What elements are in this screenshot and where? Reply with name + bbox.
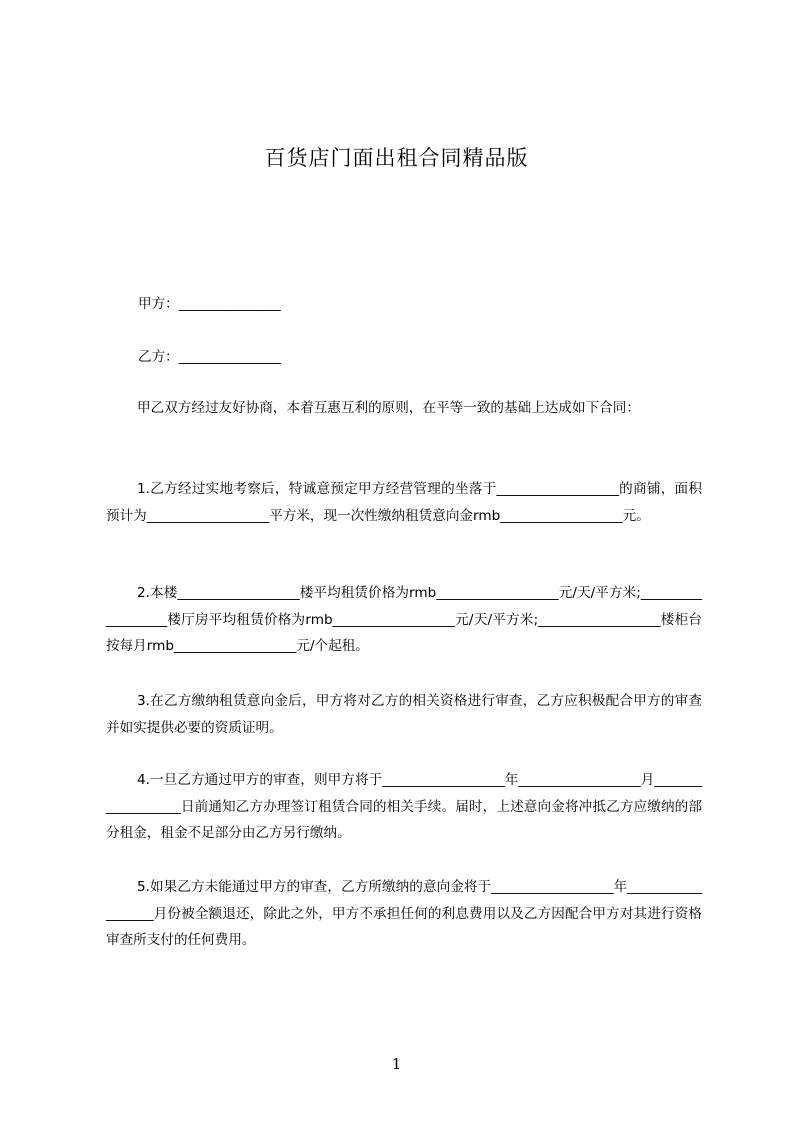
clause-4: 4.一旦乙方通过甲方的审查，则甲方将于__________________年__________________月__________________日前通知乙方办理签订租赁合同的相关手续。届时，上述意向金将冲抵乙方应缴纳的部分租金，租金不足部分由乙方另行缴纳。 bbox=[106, 772, 702, 841]
clause-3: 3.在乙方缴纳租赁意向金后，甲方将对乙方的相关资格进行审查，乙方应积极配合甲方的审查并如实提供必要的资质证明。 bbox=[106, 693, 702, 736]
party-b-line: 乙方：_______________ bbox=[138, 349, 281, 365]
clause-5: 5.如果乙方未能通过甲方的审查，乙方所缴纳的意向金将于__________________年__________________月份被全额退还，除此之外，甲方不承担任何的利息费用以及乙方因配合甲方对其进行资格审查所支付的任何费用。 bbox=[106, 879, 702, 948]
intro-paragraph: 甲乙双方经过友好协商，本着互惠互利的原则，在平等一致的基础上达成如下合同： bbox=[137, 400, 640, 416]
clause-2: 2.本楼__________________楼平均租赁价格为rmb__________________元/天/平方米;__________________楼厅房平均租赁价格为rmb__________________元/天/平方米;__________________楼柜台按每月rmb__________________元/个起租。 bbox=[106, 585, 702, 654]
page-number: 1 bbox=[391, 1055, 402, 1073]
party-a-line: 甲方：_______________ bbox=[138, 296, 281, 312]
document-title: 百货店门面出租合同精品版 bbox=[264, 146, 529, 170]
clause-1: 1.乙方经过实地考察后，特诚意预定甲方经营管理的坐落于__________________的商铺，面积预计为__________________平方米，现一次性缴纳租赁意向金rmb__________________元。 bbox=[106, 481, 702, 524]
